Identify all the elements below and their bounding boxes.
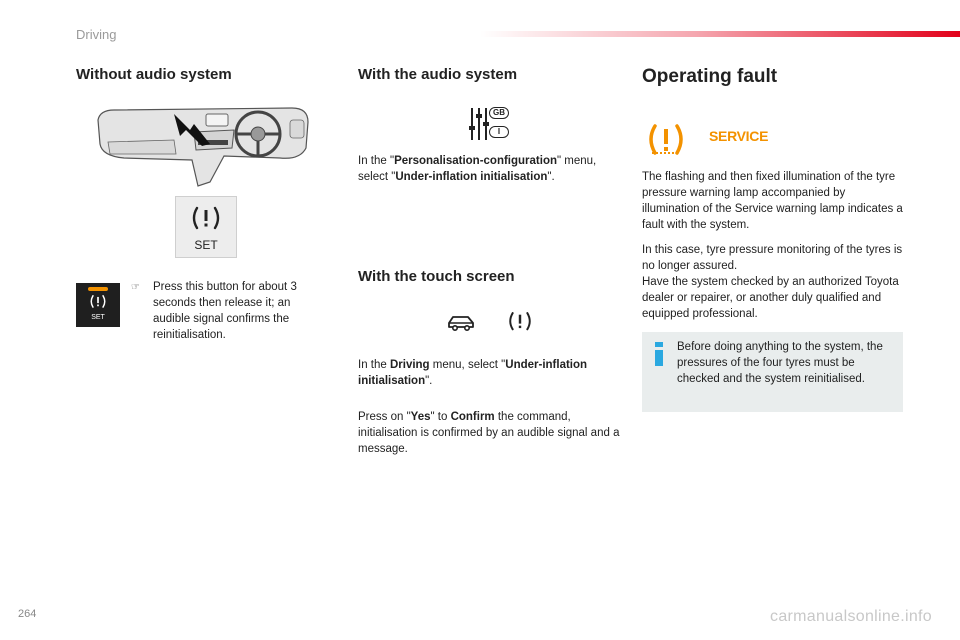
- yes-label: Yes: [410, 411, 431, 423]
- language-badge-i-label: I: [497, 127, 501, 136]
- touch-option-name: Under-inflation initialisation: [358, 359, 588, 387]
- set-button-instruction: Press this button for about 3 seconds then release it; an audible signal confirms the reinitialisation.: [153, 281, 297, 341]
- tyre-pressure-touch-icon: [507, 310, 533, 334]
- with-touch-heading: With the touch screen: [358, 268, 515, 285]
- language-badge-gb: [489, 107, 509, 119]
- service-warning-label: SERVICE: [709, 128, 769, 144]
- set-label-small: SET: [91, 314, 105, 321]
- set-label: SET: [194, 238, 218, 252]
- info-icon: [655, 342, 663, 366]
- set-indicator-led: [88, 287, 108, 291]
- car-driving-icon: [446, 313, 476, 333]
- audio-instruction: In the "Personalisation-configuration" menu, select "Under-inflation initialisation".: [358, 155, 597, 183]
- audio-menu-name: Personalisation-configuration: [394, 155, 557, 167]
- info-note-text: Before doing anything to the system, the pressures of the four tyres must be checked and the system reinitialised.: [677, 341, 883, 385]
- language-badge-gb-label: GB: [493, 108, 505, 117]
- tyre-pressure-warning-icon: [646, 122, 686, 160]
- operating-fault-heading: Operating fault: [642, 66, 778, 87]
- watermark: carmanualsonline.info: [770, 608, 932, 625]
- confirm-instruction: Press on "Yes" to Confirm the command, initialisation is confirmed by an audible signal and a message.: [358, 411, 620, 455]
- language-badge-i: [489, 126, 509, 138]
- section-header: Driving: [76, 27, 117, 42]
- touch-instruction: In the Driving menu, select "Under-inflation initialisation".: [358, 359, 588, 387]
- info-note-box: [642, 332, 903, 412]
- without-audio-heading: Without audio system: [76, 66, 232, 83]
- set-button-small: [76, 283, 120, 327]
- fault-description: The flashing and then fixed illumination of the tyre pressure warning lamp accompanied by illumination of the Service warning lamp indicates a fault with the system.: [642, 171, 903, 231]
- fault-consequence: In this case, tyre pressure monitoring of the tyres is no longer assured.: [642, 244, 903, 272]
- dashboard-illustration: [94, 100, 314, 192]
- touch-menu-name: Driving: [389, 359, 430, 371]
- with-audio-heading: With the audio system: [358, 66, 518, 83]
- fault-action: Have the system checked by an authorized Toyota dealer or repairer, or another duly qualified and equipped professional.: [642, 276, 899, 320]
- set-button-tile: [175, 196, 237, 258]
- audio-option-name: Under-inflation initialisation: [395, 171, 548, 183]
- bullet-arrow-icon: ☞: [131, 282, 140, 293]
- header-accent-bar: [480, 31, 960, 37]
- page-number: 264: [18, 608, 37, 620]
- tyre-pressure-icon: [190, 205, 222, 233]
- confirm-label: Confirm: [450, 411, 495, 423]
- tyre-pressure-icon-small: [89, 294, 107, 310]
